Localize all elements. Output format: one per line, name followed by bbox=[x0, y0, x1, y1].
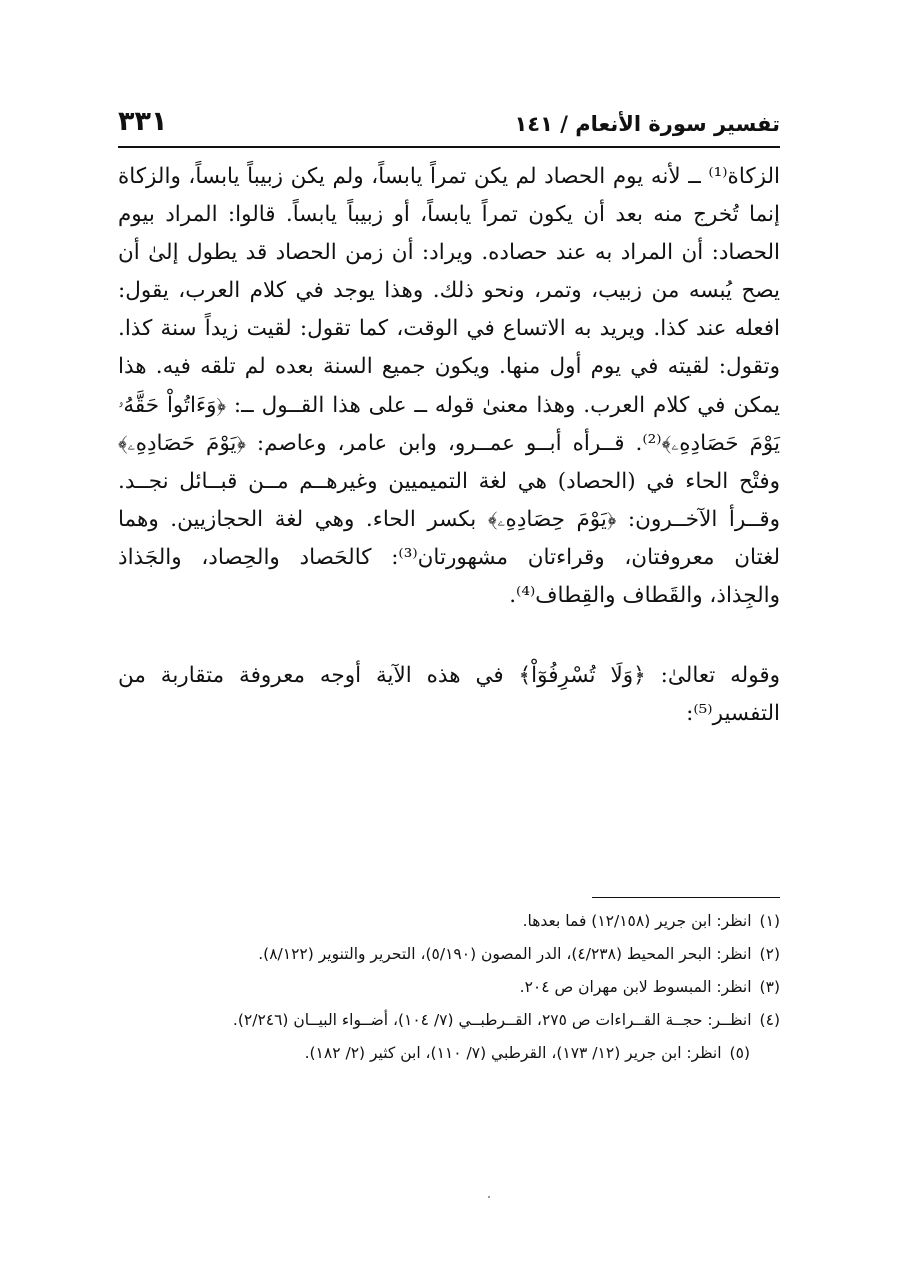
main-text bbox=[118, 158, 780, 733]
footnote-number: (٢) bbox=[759, 945, 780, 963]
paragraph-2: وقوله تعالىٰ: ﴿وَلَا تُسْرِفُوٓاْ﴾ في هذه الآية أوجه معروفة متقاربة من التفسير⁽⁵⁾: bbox=[118, 663, 780, 727]
paragraph-gap bbox=[118, 615, 780, 657]
running-title: تفسير سورة الأنعام / ١٤١ bbox=[514, 112, 780, 136]
footnote-item bbox=[118, 938, 780, 971]
footnote-item bbox=[118, 971, 780, 1004]
header-rule bbox=[118, 146, 780, 148]
footnote-text: انظــر: حجــة القــراءات ص ٢٧٥، القــرطبــي (٧/ ١٠٤)، أضــواء البيــان (٢/٢٤٦). bbox=[232, 1011, 752, 1029]
page-number: ٣٣١ bbox=[118, 106, 168, 137]
footnote-number: (١) bbox=[759, 912, 780, 930]
footnote-item bbox=[118, 1037, 780, 1070]
footnote-item bbox=[118, 905, 780, 938]
footnote-text: انظر: البحر المحيط (٤/٢٣٨)، الدر المصون (٥/١٩٠)، التحرير والتنوير (٨/١٢٢). bbox=[258, 945, 752, 963]
footnote-number: (٤) bbox=[759, 1011, 780, 1029]
footnote-number: (٣) bbox=[759, 978, 780, 996]
footnote-separator bbox=[592, 897, 780, 898]
footnotes-list bbox=[118, 905, 780, 1070]
scan-speck bbox=[488, 1196, 490, 1198]
footnote-text: انظر: المبسوط لابن مهران ص ٢٠٤. bbox=[519, 978, 752, 996]
footnote-text: انظر: ابن جرير (١٢/١٥٨) فما بعدها. bbox=[522, 912, 752, 930]
footnote-text: انظر: ابن جرير (١٢/ ١٧٣)، القرطبي (٧/ ١١٠)، ابن كثير (٢/ ١٨٢). bbox=[304, 1044, 722, 1062]
footnote-item bbox=[118, 1004, 780, 1037]
footnote-number: (٥) bbox=[729, 1044, 750, 1062]
paragraph-1: الزكاة⁽¹⁾ ــ لأنه يوم الحصاد لم يكن تمراً يابساً، ولم يكن زبيباً يابساً، والزكاة إنما تُخرج منه بعد أن يكون تمراً يابساً، أو زبيباً يابساً. قالوا: المراد بيوم الحصاد: أن المراد به عند حصاده. ويراد: أن زمن الحصاد قد يطول إلىٰ أن يصح يُبسه من زبيب، وتمر، ونحو ذلك. وهذا يوجد في كلام العرب، يقول: افعله عند كذا. ويريد به الاتساع في الوقت، كما تقول: لقيت زيداً سنة كذا. وتقول: لقيته في يوم أول منها. ويكون جميع السنة بعده لم تلقه فيه. هذا يمكن في كلام العرب. وهذا معنىٰ قوله ــ على هذا القــول ــ: ﴿وَءَاتُواْ حَقَّهُۥ يَوْمَ حَصَادِهِۦ﴾⁽²⁾. قــرأه أبــو عمــرو، وابن عامر، وعاصم: ﴿يَوْمَ حَصَادِهِۦ﴾ وفتْح الحاء في (الحصاد) هي لغة التميميين وغيرهــم مــن قبــائل نجــد. وقــرأ الآخــرون: ﴿يَوْمَ حِصَادِهِۦ﴾ بكسر الحاء. وهي لغة الحجازيين. وهما لغتان معروفتان، وقراءتان مشهورتان⁽³⁾: كالحَصاد والحِصاد، والجَذاذ والجِذاذ، والقَطاف والقِطاف⁽⁴⁾. bbox=[118, 164, 780, 609]
page-header bbox=[118, 104, 780, 144]
